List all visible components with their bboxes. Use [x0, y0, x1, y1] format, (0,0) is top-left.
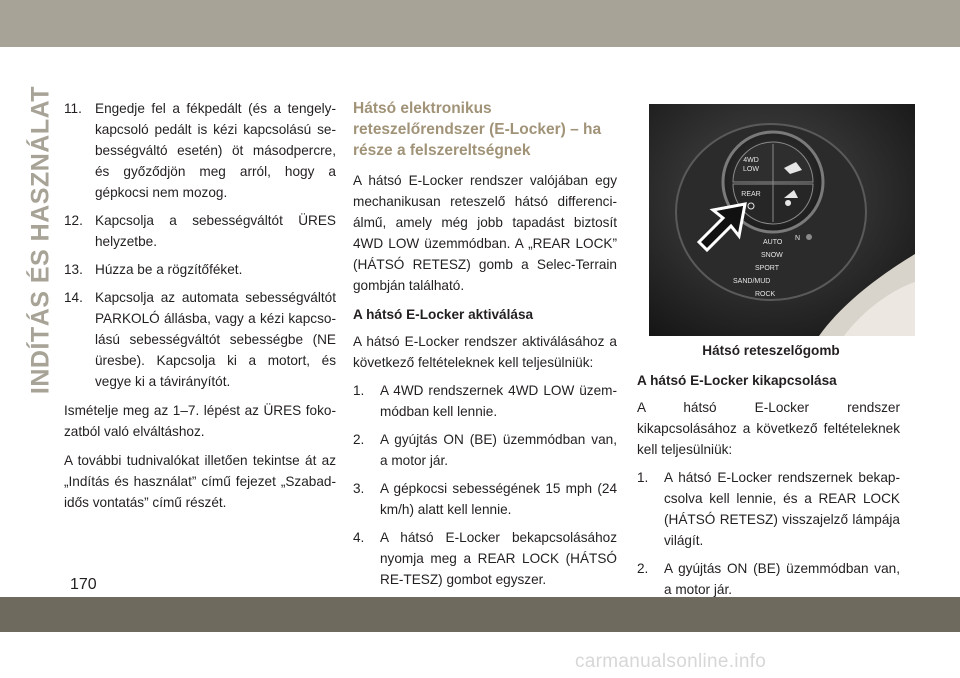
neutral-label: N [795, 235, 801, 242]
list-item: 11. Engedje fel a fékpedált (és a tengely-kapcsoló pedált is kézi kapcsolású se-bességváltó esetén) öt másodpercre, és győződjön meg arról, hogy a gépkocsi nem mozog. [64, 101, 336, 200]
subheading: A hátsó E-Locker aktiválása [353, 307, 534, 322]
figure-caption: Hátsó reteszelőgomb [702, 343, 840, 358]
mode-snow: SNOW [761, 252, 783, 259]
mode-rock: ROCK [755, 291, 776, 298]
page-number: 170 [70, 576, 97, 593]
btn-rear-label: REAR [741, 191, 761, 198]
paragraph: A hátsó E-Locker rendszer kikapcsolásához a következő feltételeknek kell teljesülniük: [637, 400, 900, 457]
list-item: 2. A gyújtás ON (BE) üzemmódban van, a motor jár. [637, 561, 900, 597]
list-item: 14. Kapcsolja az automata sebességváltót PARKOLÓ állásba, vagy a kézi kapcso-lású sebességváltót sebességbe (NE üresbe). Kapcsolja ki a motort, és vegye ki a távirányítót. [64, 290, 336, 389]
column-middle [353, 98, 617, 597]
list-item: 12. Kapcsolja a sebességváltót ÜRES helyzetbe. [64, 213, 336, 249]
mode-sand-mud: SAND/MUD [733, 278, 771, 285]
list-item: 3. A gépkocsi sebességének 15 mph (24 km/h) alatt kell lennie. [353, 481, 617, 517]
paragraph: Ismételje meg az 1–7. lépést az ÜRES foko-zatból való elváltáshoz. [64, 403, 336, 439]
paragraph: A hátsó E-Locker rendszer valójában egy mechanikusan reteszelő hátsó differenci-álmű, amely még jobb tapadást biztosít 4WD LOW üzemmódban. A „REAR LOCK” (HÁTSÓ RETESZ) gomb a Selec-Terrain gombján található. [353, 173, 617, 293]
column-right [637, 370, 900, 607]
list-item: 1. A 4WD rendszernek 4WD LOW üzem-módban kell lennie. [353, 383, 617, 419]
list-item: 13. Húzza be a rögzítőféket. [64, 262, 243, 277]
section-side-tab [26, 85, 56, 394]
btn-4wd-line1: 4WD [743, 157, 759, 164]
paragraph: A hátsó E-Locker rendszer aktiválásához a következő feltételeknek kell teljesülniük: [353, 334, 617, 370]
rear-lock-button-photo [649, 104, 915, 336]
subheading: A hátsó E-Locker kikapcsolása [637, 373, 837, 388]
top-band [0, 0, 960, 47]
btn-4wd-line2: LOW [743, 166, 759, 173]
watermark: carmanualsonline.info [575, 651, 767, 672]
column-left [64, 98, 336, 513]
indicator-dot [806, 234, 812, 240]
mode-sport: SPORT [755, 265, 779, 272]
mode-auto: AUTO [763, 239, 783, 246]
section-title: INDÍTÁS ÉS HASZNÁLAT [26, 85, 55, 394]
selec-terrain-console-illustration [649, 104, 915, 336]
section-heading: Hátsó elektronikus reteszelőrendszer (E-Locker) – ha része a felszereltségnek [353, 100, 602, 159]
paragraph: A további tudnivalókat illetően tekintse át az „Indítás és használat” című fejezet „Szabad-idős vontatás” című részét. [64, 453, 336, 510]
list-item: 2. A gyújtás ON (BE) üzemmódban van, a motor jár. [353, 432, 617, 468]
bottom-band [0, 597, 960, 632]
list-item: 4. A hátsó E-Locker bekapcsolásához nyomja meg a REAR LOCK (HÁTSÓ RE-TESZ) gombot egyszer. [353, 530, 617, 587]
list-item: 1. A hátsó E-Locker rendszernek bekap-csolva kell lennie, és a REAR LOCK (HÁTSÓ RETESZ) visszajelző lámpája világít. [637, 470, 900, 548]
